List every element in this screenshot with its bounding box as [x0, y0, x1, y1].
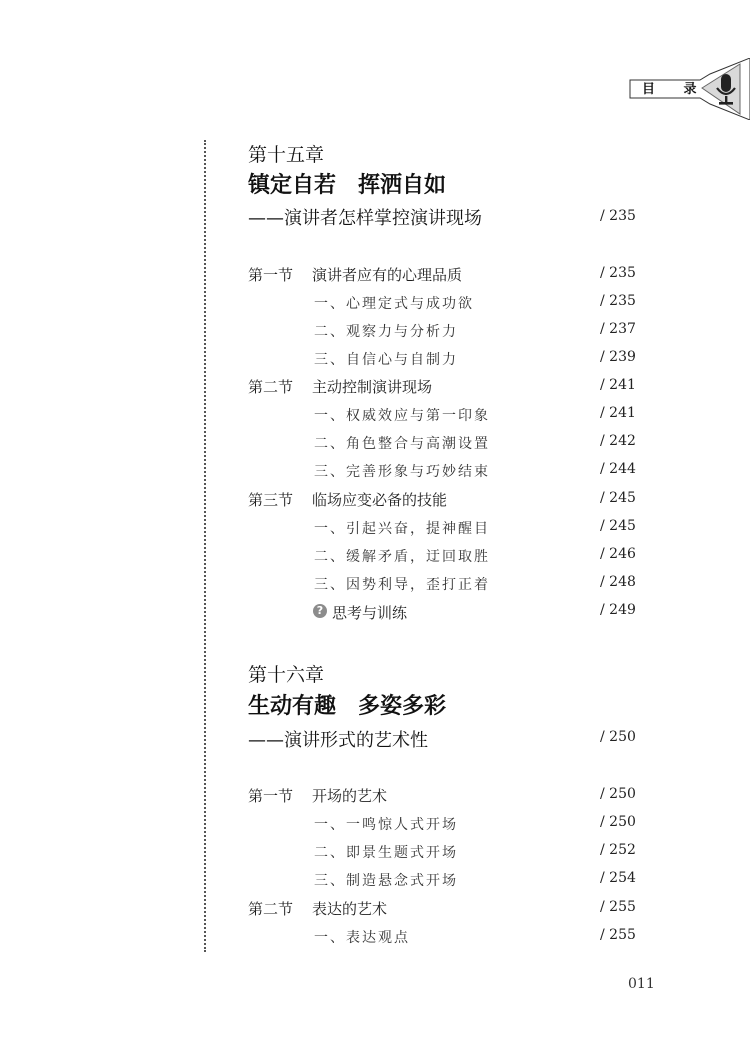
subsection-page: / 250 — [600, 814, 636, 830]
section-number: 第一节 — [248, 787, 294, 805]
header-tab — [590, 58, 750, 120]
section-number: 第二节 — [248, 900, 294, 918]
subsection-page: / 246 — [600, 546, 636, 562]
subsection-title: 二、即景生题式开场 — [314, 845, 458, 861]
dotted-rule — [204, 140, 206, 952]
chapter-label: 第十五章 — [248, 144, 325, 166]
section-page: / 235 — [600, 265, 636, 281]
subsection-page: / 255 — [600, 927, 636, 943]
subsection-title: 三、自信心与自制力 — [314, 352, 458, 368]
subsection-page: / 241 — [600, 405, 636, 421]
exercise-page: / 249 — [600, 602, 636, 618]
chapter-subtitle: ——演讲者怎样掌控演讲现场 — [248, 208, 482, 229]
section-title: 表达的艺术 — [312, 900, 388, 918]
subsection-page: / 254 — [600, 870, 636, 886]
section-title: 主动控制演讲现场 — [312, 378, 433, 396]
subsection-page: / 239 — [600, 349, 636, 365]
chapter-title: 镇定自若 挥洒自如 — [248, 173, 447, 198]
chapter-title: 生动有趣 多姿多彩 — [248, 694, 447, 719]
chapter-page: / 235 — [600, 208, 636, 224]
exercise-title: 思考与训练 — [332, 604, 408, 622]
subsection-title: 一、一鸣惊人式开场 — [314, 817, 458, 833]
section-title: 演讲者应有的心理品质 — [312, 266, 463, 284]
subsection-title: 一、引起兴奋，提神醒目 — [314, 521, 490, 537]
section-title: 临场应变必备的技能 — [312, 491, 448, 509]
section-title: 开场的艺术 — [312, 787, 388, 805]
subsection-title: 二、观察力与分析力 — [314, 324, 458, 340]
section-number: 第二节 — [248, 378, 294, 396]
section-page: / 245 — [600, 490, 636, 506]
subsection-page: / 244 — [600, 461, 636, 477]
section-number: 第一节 — [248, 266, 294, 284]
section-page: / 250 — [600, 786, 636, 802]
subsection-page: / 252 — [600, 842, 636, 858]
subsection-title: 三、因势利导，歪打正着 — [314, 577, 490, 593]
section-page: / 255 — [600, 899, 636, 915]
subsection-page: / 248 — [600, 574, 636, 590]
chapter-page: / 250 — [600, 729, 636, 745]
subsection-title: 一、表达观点 — [314, 930, 410, 946]
subsection-title: 二、角色整合与高潮设置 — [314, 436, 490, 452]
section-page: / 241 — [600, 377, 636, 393]
header-label: 目 录 — [642, 82, 709, 97]
chapter-subtitle: ——演讲形式的艺术性 — [248, 730, 428, 751]
subsection-page: / 242 — [600, 433, 636, 449]
subsection-page: / 245 — [600, 518, 636, 534]
section-number: 第三节 — [248, 491, 294, 509]
subsection-title: 三、完善形象与巧妙结束 — [314, 464, 490, 480]
subsection-title: 二、缓解矛盾，迂回取胜 — [314, 549, 490, 565]
subsection-title: 一、权威效应与第一印象 — [314, 408, 490, 424]
subsection-page: / 237 — [600, 321, 636, 337]
page-number: 011 — [628, 976, 655, 992]
subsection-title: 一、心理定式与成功欲 — [314, 296, 474, 312]
question-icon: ? — [313, 604, 327, 618]
chapter-label: 第十六章 — [248, 664, 325, 686]
subsection-title: 三、制造悬念式开场 — [314, 873, 458, 889]
subsection-page: / 235 — [600, 293, 636, 309]
